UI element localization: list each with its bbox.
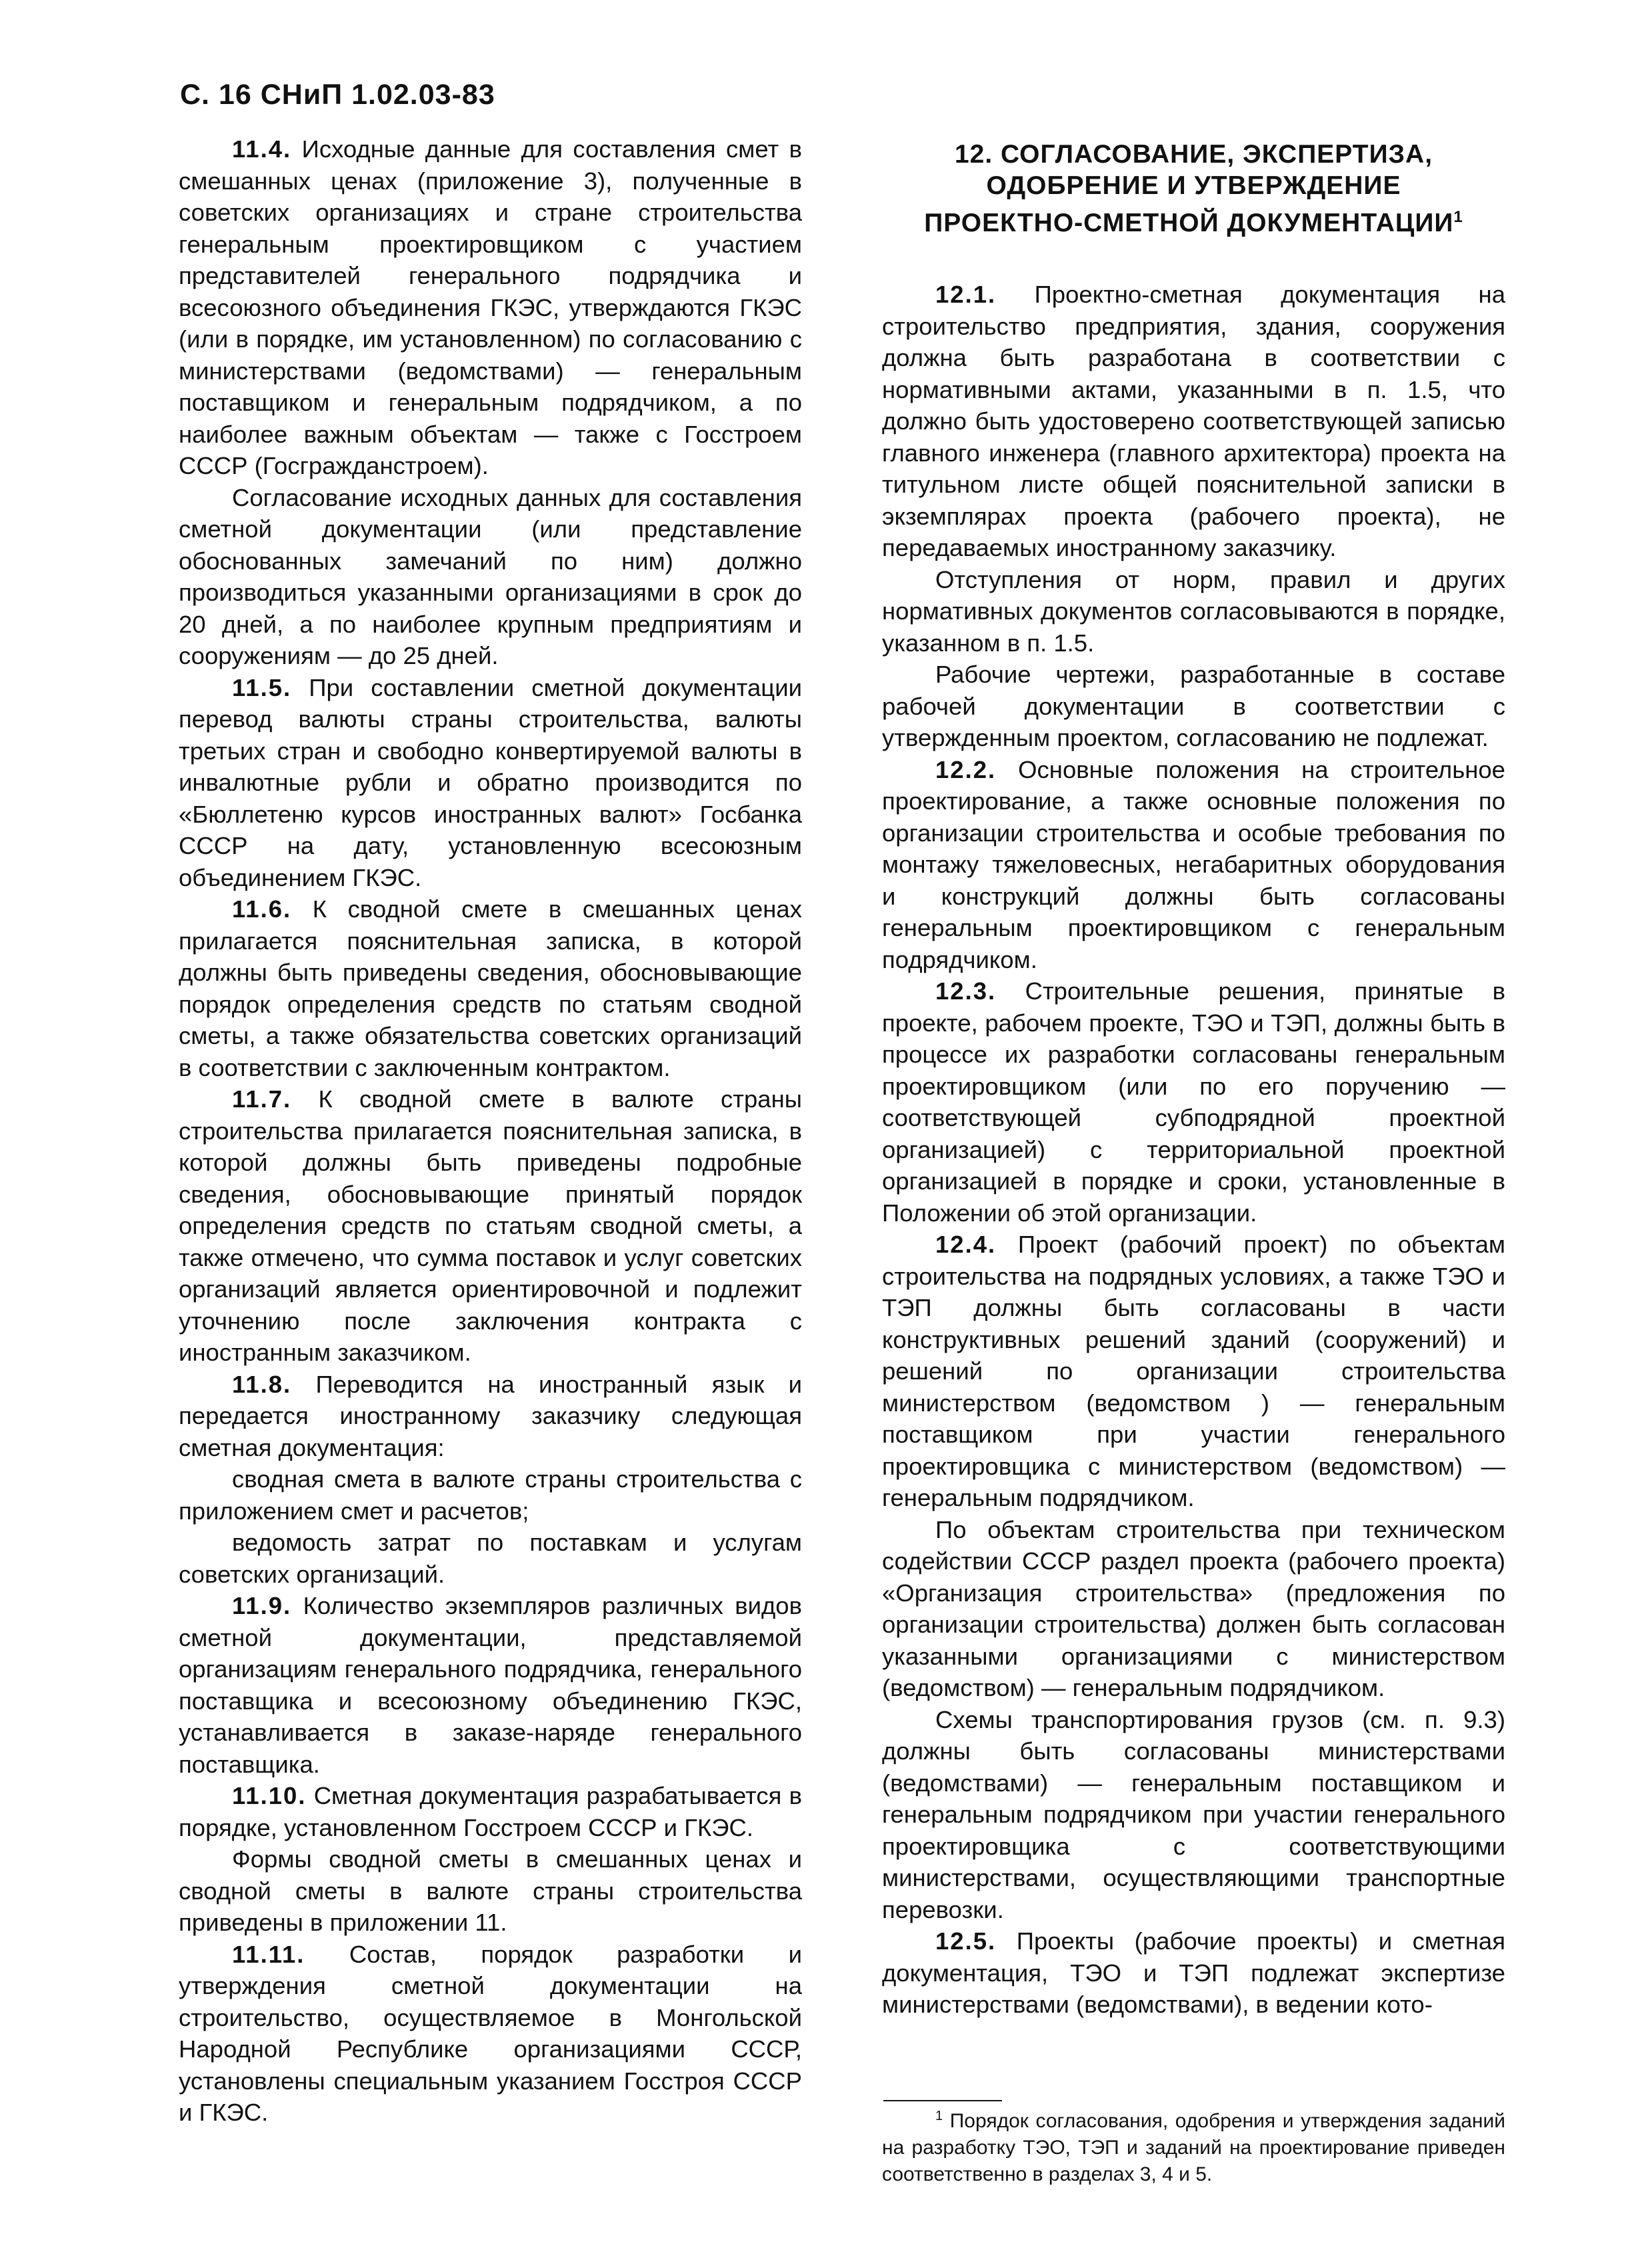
paragraph-text: ведомость затрат по поставкам и услугам советских организаций.	[179, 1529, 802, 1588]
paragraph	[882, 1704, 1505, 1926]
paragraph-text: К сводной смете в смешанных ценах прилагается пояснительная записка, в которой должны быть приведены сведения, обосновывающие порядок определения средств по статьям сводной сметы, а также обязательства советских организаций в соответствии с заключенным контрактом.	[179, 895, 802, 1081]
footnote-paragraph	[882, 2103, 1505, 2188]
paragraph	[179, 1590, 802, 1780]
paragraph-text: Проекты (рабочие проекты) и сметная документация, ТЭО и ТЭП подлежат экспертизе министерствами (ведомствами), в ведении кото-	[882, 1927, 1505, 2018]
paragraph-text: Формы сводной сметы в смешанных ценах и сводной сметы в валюте страны строительства приведены в приложении 11.	[179, 1845, 802, 1936]
paragraph-text: Рабочие чертежи, разработанные в составе рабочей документации в соответствии с утвержденным проектом, согласованию не подлежат.	[882, 661, 1505, 751]
clause-number: 12.4.	[935, 1231, 997, 1258]
paragraph-text: Проектно-сметная документация на строительство предприятия, здания, сооружения должна быть разработана в соответствии с нормативными актами, указанными в п. 1.5, что должно быть удостоверено соответствующей записью главного инженера (главного архитектора) проекта на титульном листе общей пояснительной записки в экземплярах проекта (рабочего проекта), не передаваемых иностранному заказчику.	[882, 281, 1505, 561]
paragraph-text: Основные положения на строительное проектирование, а также основные положения по организации строительства и особые требования по монтажу тяжеловесных, негабаритных оборудования и конструкций должны быть согласованы генеральным проектировщиком с генеральным подрядчиком.	[882, 755, 1505, 973]
footnote-divider	[883, 2100, 1002, 2101]
paragraph	[179, 133, 802, 482]
footnote-reference: 1	[1453, 208, 1463, 226]
section-heading	[882, 139, 1505, 239]
footnote-text: Порядок согласования, одобрения и утверждения заданий на разработку ТЭО, ТЭП и заданий на проектирование приведен соответственно в разделах 3, 4 и 5.	[882, 2110, 1505, 2185]
paragraph-text: Строительные решения, принятые в проекте, рабочем проекте, ТЭО и ТЭП, должны быть в процессе их разработки согласованы генеральным проектировщиком (или по его поручению — соответствующей субподрядной проектной организацией) с территориальной проектной организацией в порядке и сроки, установленные в Положении об этой организации.	[882, 977, 1505, 1227]
paragraph	[882, 754, 1505, 976]
clause-number: 11.6.	[232, 895, 292, 923]
paragraph-text: При составлении сметной документации перевод валюты страны строительства, валюты третьих стран и свободно конвертируемой валюты в инвалютные рубли и обратно производится по «Бюллетеню курсов иностранных валют» Госбанка СССР на дату, установленную всесоюзным объединением ГКЭС.	[179, 673, 802, 891]
paragraph-text: Отступления от норм, правил и других нормативных документов согласовываются в порядке, указанном в п. 1.5.	[882, 565, 1505, 657]
paragraph-text: По объектам строительства при техническом содействии СССР раздел проекта (рабочего проекта) «Организация строительства» (предложения по организации строительства) должен быть согласован указанными организациями с министерством (ведомством) — генеральным подрядчиком.	[882, 1515, 1505, 1701]
footnote-mark: 1	[935, 2109, 943, 2123]
paragraph	[179, 482, 802, 672]
paragraph	[882, 564, 1505, 659]
paragraph	[179, 1780, 802, 1843]
footnote	[882, 2103, 1505, 2188]
clause-number: 12.1.	[935, 281, 997, 308]
paragraph	[179, 1083, 802, 1369]
paragraph	[179, 1369, 802, 1464]
paragraph-text: К сводной смете в валюте страны строительства прилагается пояснительная записка, в которой должны быть приведены подробные сведения, обосновывающие принятый порядок определения средств по статьям сводной сметы, а также отмечено, что сумма поставок и услуг советских организаций является ориентировочной и подлежит уточнению после заключения контракта с иностранным заказчиком.	[179, 1085, 802, 1366]
paragraph-text: Состав, порядок разработки и утверждения сметной документации на строительство, осуществляемое в Монгольской Народной Республике организациями СССР, установлены специальным указанием Госстроя СССР и ГКЭС.	[179, 1940, 802, 2126]
clause-number: 11.11.	[232, 1940, 305, 1968]
heading-line-text: ПРОЕКТНО-СМЕТНОЙ ДОКУМЕНТАЦИИ	[924, 209, 1454, 237]
paragraph	[882, 1925, 1505, 2021]
paragraph-text: Схемы транспортирования грузов (см. п. 9.3) должны быть согласованы министерствами (ведомствами) — генеральным поставщиком и генеральным подрядчиком при участии генерального проектировщика с соответствующими министерствами, осуществляющими транспортные перевозки.	[882, 1705, 1505, 1923]
clause-number: 12.2.	[935, 755, 997, 783]
paragraph-text: Сметная документация разрабатывается в порядке, установленном Госстроем СССР и ГКЭС.	[179, 1782, 802, 1841]
clause-number: 11.10.	[232, 1782, 307, 1809]
left-column	[179, 133, 802, 2129]
clause-number: 12.5.	[935, 1927, 997, 1955]
paragraph-text: сводная смета в валюте страны строительства с приложением смет и расчетов;	[179, 1465, 802, 1525]
clause-number: 11.4.	[232, 135, 292, 163]
paragraph	[882, 279, 1505, 564]
clause-number: 11.9.	[232, 1592, 292, 1619]
paragraph	[179, 1939, 802, 2129]
paragraph-text: Согласование исходных данных для составления сметной документации (или представление обоснованных замечаний по ним) должно производиться указанными организациями в срок до 20 дней, а по наиболее крупным предприятиям и сооружениям — до 25 дней.	[179, 483, 802, 669]
paragraph	[882, 659, 1505, 754]
paragraph	[882, 1514, 1505, 1704]
clause-number: 11.5.	[232, 673, 292, 701]
heading-line: ОДОБРЕНИЕ И УТВЕРЖДЕНИЕ	[986, 171, 1401, 200]
paragraph	[179, 1843, 802, 1939]
clause-number: 11.7.	[232, 1085, 292, 1113]
paragraph-text: Исходные данные для составления смет в смешанных ценах (приложение 3), полученные в советских организациях и стране строительства генеральным проектировщиком с участием представителей генерального подрядчика и всесоюзного объединения ГКЭС, утверждаются ГКЭС (или в порядке, им установленном) по согласованию с министерствами (ведомствами) — генеральным поставщиком и генеральным подрядчиком, а по наиболее важным объектам — также с Госстроем СССР (Госгражданстроем).	[179, 135, 802, 479]
paragraph-text: Количество экземпляров различных видов сметной документации, представляемой организациям генерального подрядчика, генерального поставщика и всесоюзному объединению ГКЭС, устанавливается в заказе-наряде генерального поставщика.	[179, 1592, 802, 1778]
paragraph	[882, 1229, 1505, 1514]
clause-number: 12.3.	[935, 977, 997, 1005]
heading-line	[882, 201, 1505, 239]
page-header: С. 16 СНиП 1.02.03-83	[180, 79, 495, 111]
paragraph	[179, 1527, 802, 1590]
paragraph	[882, 975, 1505, 1229]
paragraph-text: Переводится на иностранный язык и передается иностранному заказчику следующая сметная документация:	[179, 1370, 802, 1461]
paragraph	[179, 893, 802, 1083]
clause-number: 11.8.	[232, 1370, 292, 1398]
paragraph	[179, 672, 802, 894]
right-column	[882, 133, 1505, 2021]
paragraph	[179, 1463, 802, 1527]
heading-line: 12. СОГЛАСОВАНИЕ, ЭКСПЕРТИЗА,	[954, 140, 1433, 169]
paragraph-text: Проект (рабочий проект) по объектам строительства на подрядных условиях, а также ТЭО и ТЭП должны быть согласованы в части конструктивных решений зданий (сооружений) и решений по организации строительства министерством (ведомством ) — генеральным поставщиком при участии генерального проектировщика с министерством (ведомством) — генеральным подрядчиком.	[882, 1231, 1505, 1511]
